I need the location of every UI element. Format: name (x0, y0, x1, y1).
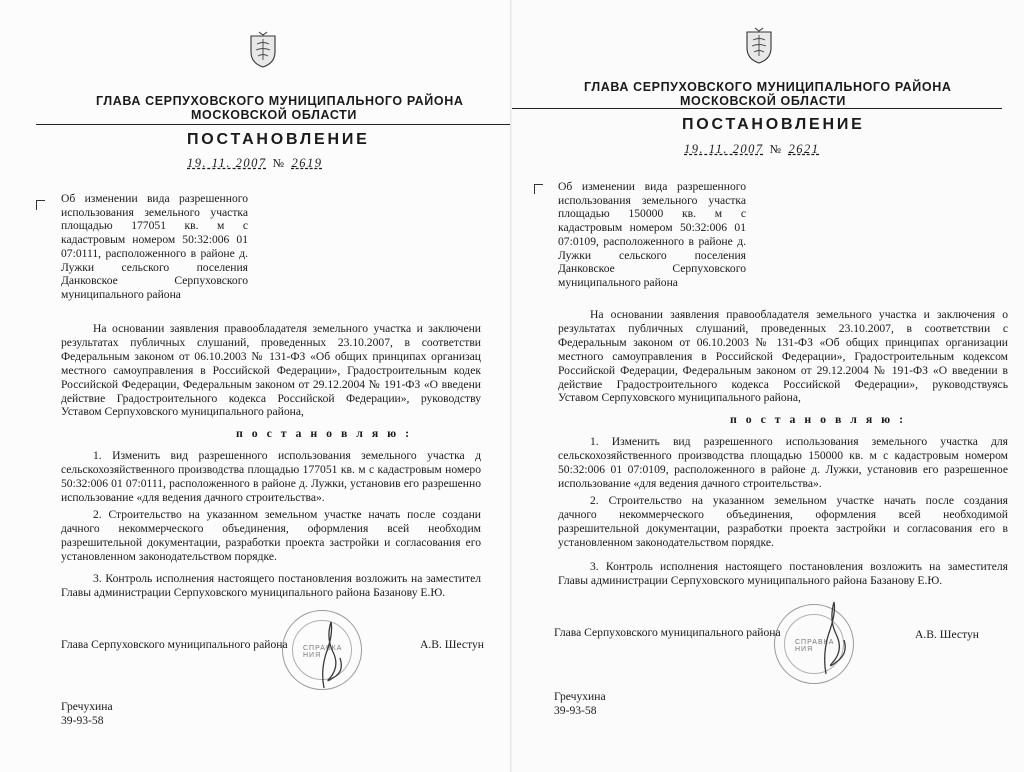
signatory-name: А.В. Шестун (915, 628, 979, 641)
item-line: разрешительной документации, разработки проекта застройки и согласования его в (558, 521, 1008, 535)
preamble-paragraph (61, 322, 481, 419)
subject-line: использования земельного участка (61, 205, 248, 219)
item-line: установленном законодательством порядке. (558, 535, 774, 549)
preamble-line: Федеральным законом от 06.10.2003 № 131-ФЗ «Об общих принципах организац (61, 349, 481, 363)
subject-line: Об изменении вида разрешенного (61, 192, 248, 205)
subject-line: площадью 177051 кв. м с (61, 219, 248, 233)
subject-corner-mark (36, 200, 45, 210)
handwritten-signature (300, 618, 360, 692)
item-line: 2. Строительство на указанном земельном участке начать после создания (590, 494, 1008, 507)
preamble-line: Российской Федерации, Федеральным законом от 29.12.2004 № 191-ФЗ «О введении в (558, 363, 1008, 377)
item-line: 3. Контроль исполнения настоящего постановления возложить на заместителя (590, 560, 1008, 573)
preamble-line: результатах публичных слушаний, проведенных 23.10.2007, в соответстви (61, 335, 481, 349)
stamp-text: СПРАВКА НИЯ (795, 639, 835, 653)
preamble-line: Уставом Серпуховского муниципального района, (558, 391, 801, 405)
item-line: дачного некоммерческого объединения, оформления всей необходимой (558, 507, 1008, 521)
subject-line: Данковское Серпуховского (558, 262, 746, 276)
preamble-line: Уставом Серпуховского муниципального района, (61, 405, 304, 419)
subject-line: кадастровым номером 50:32:006 01 (61, 233, 248, 247)
item-line: 1. Изменить вид разрешенного использования земельного участка для (590, 435, 1008, 448)
subject-line: Данковское Серпуховского (61, 274, 248, 288)
handwritten-signature (804, 598, 864, 678)
document-number-line (187, 156, 323, 171)
preamble-line: действие Градостроительного кодекса Российской Федерации», руководствуясь (558, 377, 1008, 391)
item-line: сельскохозяйственного производства площадью 150000 кв. м с кадастровым номером (558, 448, 1008, 462)
preamble-line: Российской Федерации, Федеральным законом от 29.12.2004 № 191-ФЗ «О введени (61, 377, 481, 391)
document-number: 2621 (788, 142, 820, 156)
subject-line: площадью 150000 кв. м с (558, 207, 746, 221)
item-1-paragraph (61, 449, 481, 505)
item-line: 2. Строительство на указанном земельном участке начать после создани (93, 508, 481, 521)
document-subject (61, 192, 248, 302)
item-line: Главы администрации Серпуховского муниципального района Базанову Е.Ю. (61, 585, 446, 599)
header-rule (512, 108, 1002, 109)
resolve-heading: п о с т а н о в л я ю : (236, 426, 413, 440)
org-line-1: ГЛАВА СЕРПУХОВСКОГО МУНИЦИПАЛЬНОГО РАЙОНА (96, 94, 464, 108)
subject-line: Лужки сельского поселения (558, 248, 746, 262)
subject-line: муниципального района (61, 287, 181, 301)
org-name (584, 80, 952, 108)
subject-line: использования земельного участка (558, 193, 746, 207)
item-1-paragraph (558, 435, 1008, 491)
document-date: 19. 11. 2007 (684, 142, 764, 156)
header-rule (36, 124, 512, 125)
subject-line: кадастровым номером 50:32:006 01 (558, 221, 746, 235)
item-line: использование «для ведения дачного строительства». (61, 490, 325, 504)
coat-of-arms-emblem (744, 26, 774, 64)
executor-name: Гречухина (554, 690, 606, 703)
preamble-line: действие Градостроительного кодекса Российской Федерации», руководству (61, 391, 481, 405)
stamp-text: СПРАВКА НИЯ (303, 645, 343, 659)
document-subject (558, 180, 746, 290)
org-line-2: МОСКОВСКОЙ ОБЛАСТИ (680, 94, 846, 108)
item-line: 50:32:006 01 07:0111, расположенного в районе д. Лужки, установив его разрешенно (61, 476, 481, 490)
subject-line: 07:0111, расположенного в районе д. (61, 246, 248, 260)
preamble-line: местного самоуправления в Российской Федерации», Градостроительным кодек (61, 363, 481, 377)
preamble-line: местного самоуправления в Российской Федерации», Градостроительным кодексом (558, 349, 1008, 363)
org-line-2: МОСКОВСКОЙ ОБЛАСТИ (191, 108, 357, 122)
document-page-right (512, 0, 1024, 772)
coat-of-arms-emblem (248, 30, 278, 68)
executor-phone: 39-93-58 (61, 714, 104, 727)
document-number-line (684, 142, 820, 157)
subject-line: муниципального района (558, 275, 678, 289)
number-sign: № (769, 142, 783, 156)
document-date: 19. 11. 2007 (187, 156, 267, 170)
item-2-paragraph (61, 508, 481, 564)
preamble-line: Федеральным законом от 06.10.2003 № 131-ФЗ «Об общих принципах организации (558, 335, 1008, 349)
item-line: установленном законодательством порядке. (61, 549, 277, 563)
item-2-paragraph (558, 494, 1008, 550)
preamble-line: результатах публичных слушаний, проведенных 23.10.2007, в соответствии с (558, 321, 1008, 335)
item-line: сельскохозяйственного производства площадью 177051 кв. м с кадастровым номеро (61, 462, 481, 476)
preamble-line: На основании заявления правообладателя земельного участка и заключения о (590, 308, 1008, 321)
document-title: ПОСТАНОВЛЕНИЕ (187, 131, 370, 148)
item-3-paragraph (61, 572, 481, 600)
subject-corner-mark (534, 184, 543, 194)
item-line: 50:32:006 01 07:0109, расположенного в районе д. Лужки, установив его разрешенное (558, 462, 1008, 476)
signatory-title: Глава Серпуховского муниципального района (554, 626, 781, 639)
item-3-paragraph (558, 560, 1008, 588)
document-title: ПОСТАНОВЛЕНИЕ (682, 116, 865, 133)
subject-line: 07:0109, расположенного в районе д. (558, 234, 746, 248)
signatory-name: А.В. Шестун (420, 638, 484, 651)
executor-block (61, 700, 113, 728)
subject-line: Об изменении вида разрешенного (558, 180, 746, 193)
resolve-heading: п о с т а н о в л я ю : (730, 412, 907, 426)
item-line: 3. Контроль исполнения настоящего постановления возложить на заместител (93, 572, 481, 585)
document-number: 2619 (291, 156, 323, 170)
item-line: 1. Изменить вид разрешенного использования земельного участка д (93, 449, 481, 462)
org-line-1: ГЛАВА СЕРПУХОВСКОГО МУНИЦИПАЛЬНОГО РАЙОНА (584, 80, 952, 94)
item-line: разрешительной документации, разработки проекта застройки и согласования его (61, 535, 481, 549)
executor-name: Гречухина (61, 700, 113, 713)
preamble-line: На основании заявления правообладателя земельного участка и заключени (93, 322, 481, 335)
executor-block (554, 690, 606, 718)
executor-phone: 39-93-58 (554, 704, 597, 717)
item-line: использование «для ведения дачного строительства». (558, 476, 822, 490)
subject-line: Лужки сельского поселения (61, 260, 248, 274)
org-name (96, 94, 464, 122)
number-sign: № (272, 156, 286, 170)
item-line: Главы администрации Серпуховского муниципального района Базанову Е.Ю. (558, 573, 943, 587)
item-line: дачного некоммерческого объединения, оформления всей необходим (61, 521, 481, 535)
preamble-paragraph (558, 308, 1008, 405)
signatory-title: Глава Серпуховского муниципального района (61, 638, 288, 651)
